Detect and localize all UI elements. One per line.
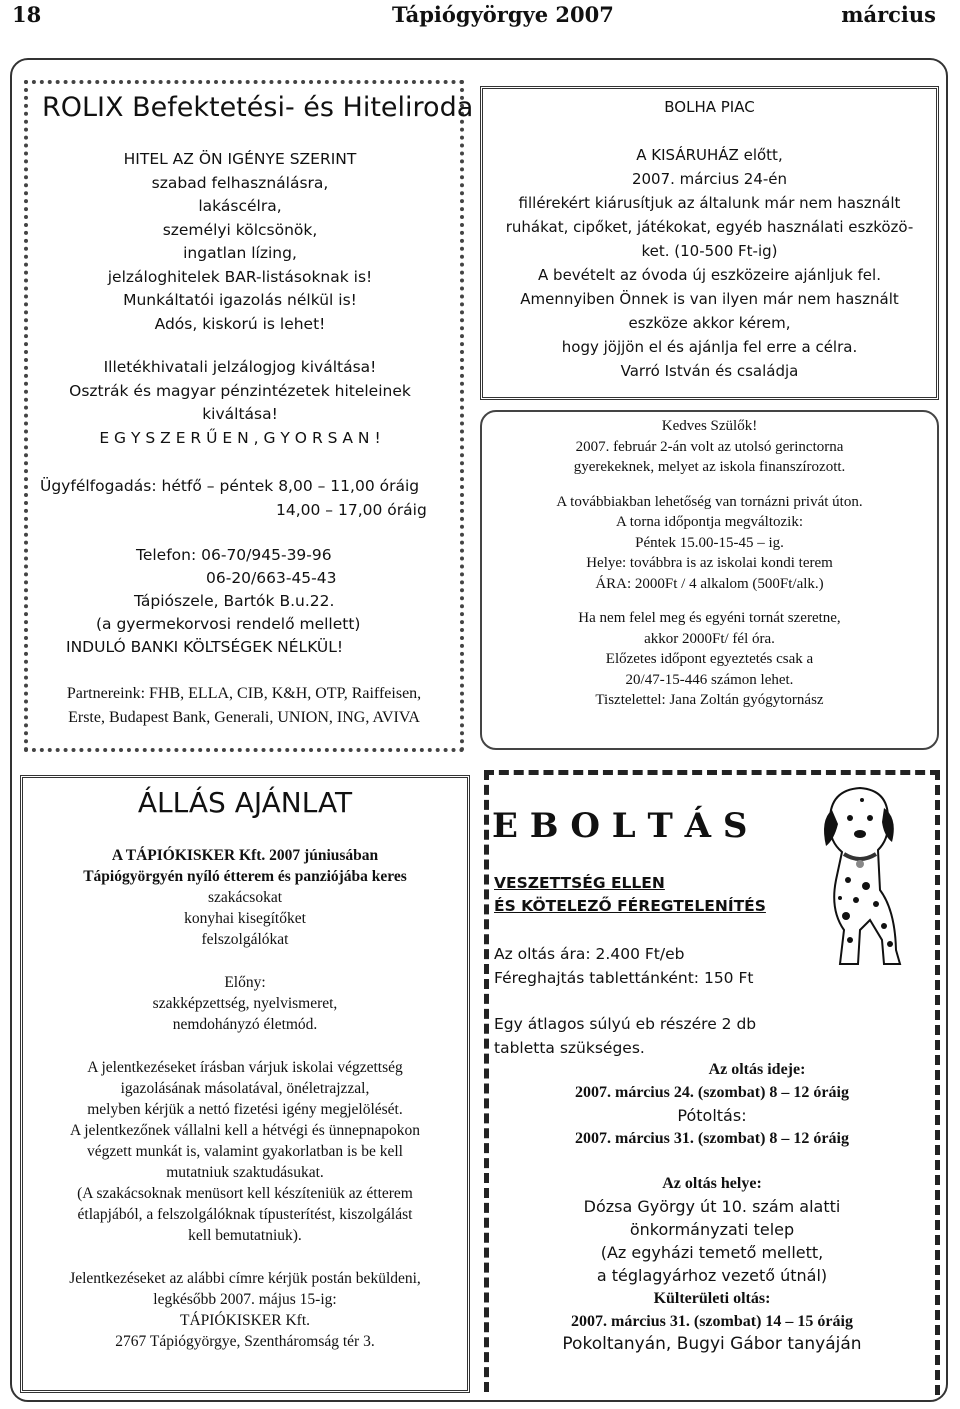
rolix-address-note: (a gyermekorvosi rendelő mellett) (96, 615, 361, 633)
bolha-line: ruhákat, cipőket, játékokat, egyéb használati eszközö- (505, 218, 914, 236)
vaccination-price: Féreghajtás tablettánként: 150 Ft (494, 969, 754, 987)
job-send-line: TÁPIÓKISKER Kft. (179, 1312, 311, 1329)
page-header (0, 0, 960, 40)
vaccination-time: 2007. március 31. (szombat) 8 – 12 óráig (575, 1130, 849, 1147)
issue-month: március (841, 2, 936, 27)
kedves-line: 20/47-15-446 számon lehet. (625, 671, 794, 688)
rolix-service-line: Munkáltatói igazolás nélkül is! (123, 291, 357, 309)
bolha-line: 2007. március 24-én (631, 170, 788, 188)
rolix-hours-line: 14,00 – 17,00 óráig (276, 501, 427, 519)
bolha-line: ket. (10-500 Ft-ig) (641, 242, 778, 260)
job-send-line: Jelentkezéseket az alábbi címre kérjük postán beküldeni, (69, 1270, 421, 1287)
vaccination-schedule (492, 1058, 932, 1356)
rolix-no-fees: INDULÓ BANKI KÖLTSÉGEK NÉLKÜL! (66, 638, 344, 656)
kedves-line: Péntek 15.00-15-45 – ig. (635, 534, 784, 551)
job-send-line: legkésőbb 2007. május 15-ig: (153, 1291, 337, 1308)
rolix-partners (28, 682, 460, 730)
vaccination-time-label: Az oltás ideje: (708, 1061, 806, 1078)
job-apply-line: kell bemutatniuk). (188, 1227, 302, 1244)
vaccination-dose-line: Egy átlagos súlyú eb részére 2 db (494, 1015, 757, 1033)
bolha-line: fillérekért kiárusítjuk az általunk már nem használt (518, 194, 901, 212)
job-apply-line: igazolásának másolatával, önéletrajzzal, (120, 1080, 370, 1097)
vaccination-prices (494, 942, 753, 990)
kedves-line: A torna időpontja megváltozik: (615, 514, 804, 530)
vaccination-place: önkormányzati telep (629, 1220, 795, 1239)
job-offer-body (22, 845, 468, 1352)
bolha-line: A bevételt az óvoda új eszközeire ajánljuk fel. (538, 266, 881, 284)
job-apply-line: (A szakácsoknak menüsort kell készíteniük az étterem (77, 1185, 413, 1202)
bolha-line: Varró István és családja (620, 362, 799, 380)
job-apply-line: étlapjából, a felszolgálóknak típusterítést, kiszolgálást (77, 1206, 413, 1223)
rolix-partners-line: Erste, Budapest Bank, Generali, UNION, ING, AVIVA (68, 709, 420, 726)
vaccination-price: Az oltás ára: 2.400 Ft/eb (494, 945, 685, 963)
job-offer-company: Tápiógyörgyén nyíló étterem és panziójába keres (83, 868, 407, 885)
kedves-line: akkor 2000Ft/ fél óra. (644, 630, 775, 647)
job-apply-line: A jelentkezéseket írásban várjuk iskolai végzettség (87, 1059, 403, 1076)
vaccination-subtitle-line: VESZETTSÉG ELLEN (494, 874, 665, 892)
bolha-body (482, 143, 937, 383)
job-advantage: nemdohányzó életmód. (172, 1016, 318, 1033)
job-advantage: szakképzettség, nyelvismeret, (152, 995, 338, 1012)
kedves-line: Helye: továbbra is az iskolai kondi terem (586, 555, 833, 571)
rolix-offer-line: Illetékhivatali jelzálogjog kiváltása! (103, 358, 377, 376)
rolix-service-line: Adós, kiskorú is lehet! (154, 314, 326, 333)
rolix-service-line: lakáscélra, (198, 197, 282, 215)
rolix-offer-line: kiváltása! (202, 405, 278, 423)
rolix-service-line: HITEL AZ ÖN IGÉNYE SZERINT (123, 150, 357, 168)
kedves-line: A továbbiakban lehetőség van tornázni privát úton. (556, 493, 863, 510)
rolix-service-line: szabad felhasználásra, (151, 173, 329, 192)
vaccination-place: (Az egyházi temető mellett, (600, 1243, 824, 1262)
job-position: szakácsokat (207, 889, 283, 906)
dalmatian-dog-icon (800, 780, 920, 970)
job-offer-company: A TÁPIÓKISKER Kft. 2007 júniusában (111, 847, 379, 864)
rolix-offer-line: Osztrák és magyar pénzintézetek hiteleinek (69, 381, 411, 400)
rolix-service-line: személyi kölcsönök, (162, 220, 318, 239)
rolix-contact (28, 544, 460, 659)
kedves-line: gyerekeknek, melyet az iskola finanszírozott. (573, 459, 846, 475)
kedves-line: Ha nem felel meg és egyéni tornát szeretne, (578, 610, 841, 626)
vaccination-subtitle-line: ÉS KÖTELEZŐ FÉREGTELENÍTÉS (494, 897, 766, 915)
job-position: konyhai kisegítőket (184, 910, 306, 927)
vaccination-title: E B O L T Á S (492, 806, 748, 846)
rolix-address: Tápiószele, Bartók B.u.22. (134, 592, 335, 610)
kedves-line: 2007. február 2-án volt az utolsó gerinctorna (575, 438, 844, 455)
rolix-service-line: jelzáloghitelek BAR-listásoknak is! (107, 267, 373, 286)
job-apply-line: mutatniuk szaktudásukat. (166, 1164, 324, 1181)
rolix-hours-line: Ügyfélfogadás: hétfő – péntek 8,00 – 11,00 óráig (40, 477, 420, 495)
vaccination-outer-label: Külterületi oltás: (653, 1290, 771, 1307)
kedves-line: Kedves Szülők! (661, 418, 758, 434)
bolha-line: hogy jöjjön el és ajánlja fel erre a célra. (561, 338, 858, 356)
rolix-services (40, 148, 440, 336)
page-number: 18 (12, 2, 42, 27)
rolix-partners-line: Partnereink: FHB, ELLA, CIB, K&H, OTP, Raiffeisen, (66, 685, 422, 702)
job-apply-line: A jelentkezőnek vállalni kell a hétvégi és ünnepnapokon (70, 1122, 420, 1139)
rolix-offers (40, 356, 440, 450)
kedves-line: Előzetes időpont egyeztetés csak a (605, 651, 814, 667)
rolix-title: ROLIX Befektetési- és Hiteliroda (42, 92, 474, 123)
vaccination-outer-place: Pokoltanyán, Bugyi Gábor tanyáján (562, 1334, 862, 1354)
vaccination-dose-line: tabletta szükséges. (494, 1039, 645, 1057)
rolix-offer-line: E G Y S Z E R Ű E N , G Y O R S A N ! (99, 428, 381, 447)
vaccination-place: a téglagyárhoz vezető útnál) (596, 1266, 828, 1285)
job-offer-title: ÁLLÁS AJÁNLAT (137, 786, 353, 819)
vaccination-outer-time: 2007. március 31. (szombat) 14 – 15 óráig (571, 1313, 853, 1330)
job-advantage: Előny: (224, 974, 266, 991)
job-apply-line: végzett munkát is, valamint gyakorlatban is be kell (87, 1143, 403, 1160)
vaccination-place-label: Az oltás helye: (662, 1175, 762, 1192)
vaccination-makeup-label: Pótoltás: (677, 1106, 747, 1125)
vaccination-place: Dózsa György út 10. szám alatti (583, 1197, 841, 1216)
kedves-line: ÁRA: 2000Ft / 4 alkalom (500Ft/alk.) (595, 575, 824, 592)
job-send-line: 2767 Tápiógyörgye, Szentháromság tér 3. (115, 1333, 375, 1350)
rolix-hours (40, 474, 440, 522)
vaccination-time: 2007. március 24. (szombat) 8 – 12 óráig (575, 1084, 849, 1101)
rolix-phone-2: 06-20/663-45-43 (206, 569, 337, 587)
job-apply-line: melyben kérjük a nettó fizetési igény megjelölését. (87, 1101, 403, 1118)
bolha-line: A KISÁRUHÁZ előtt, (636, 146, 783, 164)
bolha-line: Amennyiben Önnek is van ilyen már nem használt (520, 290, 899, 308)
vaccination-subtitle (494, 872, 766, 918)
vaccination-dose (494, 1012, 756, 1060)
rolix-service-line: ingatlan lízing, (183, 244, 297, 262)
bolha-title: BOLHA PIAC (664, 98, 755, 116)
kedves-line: Tisztelettel: Jana Zoltán gyógytornász (595, 692, 824, 708)
job-position: felszolgálókat (201, 931, 289, 948)
bolha-line: eszköze akkor kérem, (628, 314, 791, 332)
kedves-body (482, 416, 937, 711)
rolix-phone: Telefon: 06-70/945-39-96 (136, 546, 332, 564)
newspaper-title: Tápiógyörgye 2007 (392, 2, 614, 27)
